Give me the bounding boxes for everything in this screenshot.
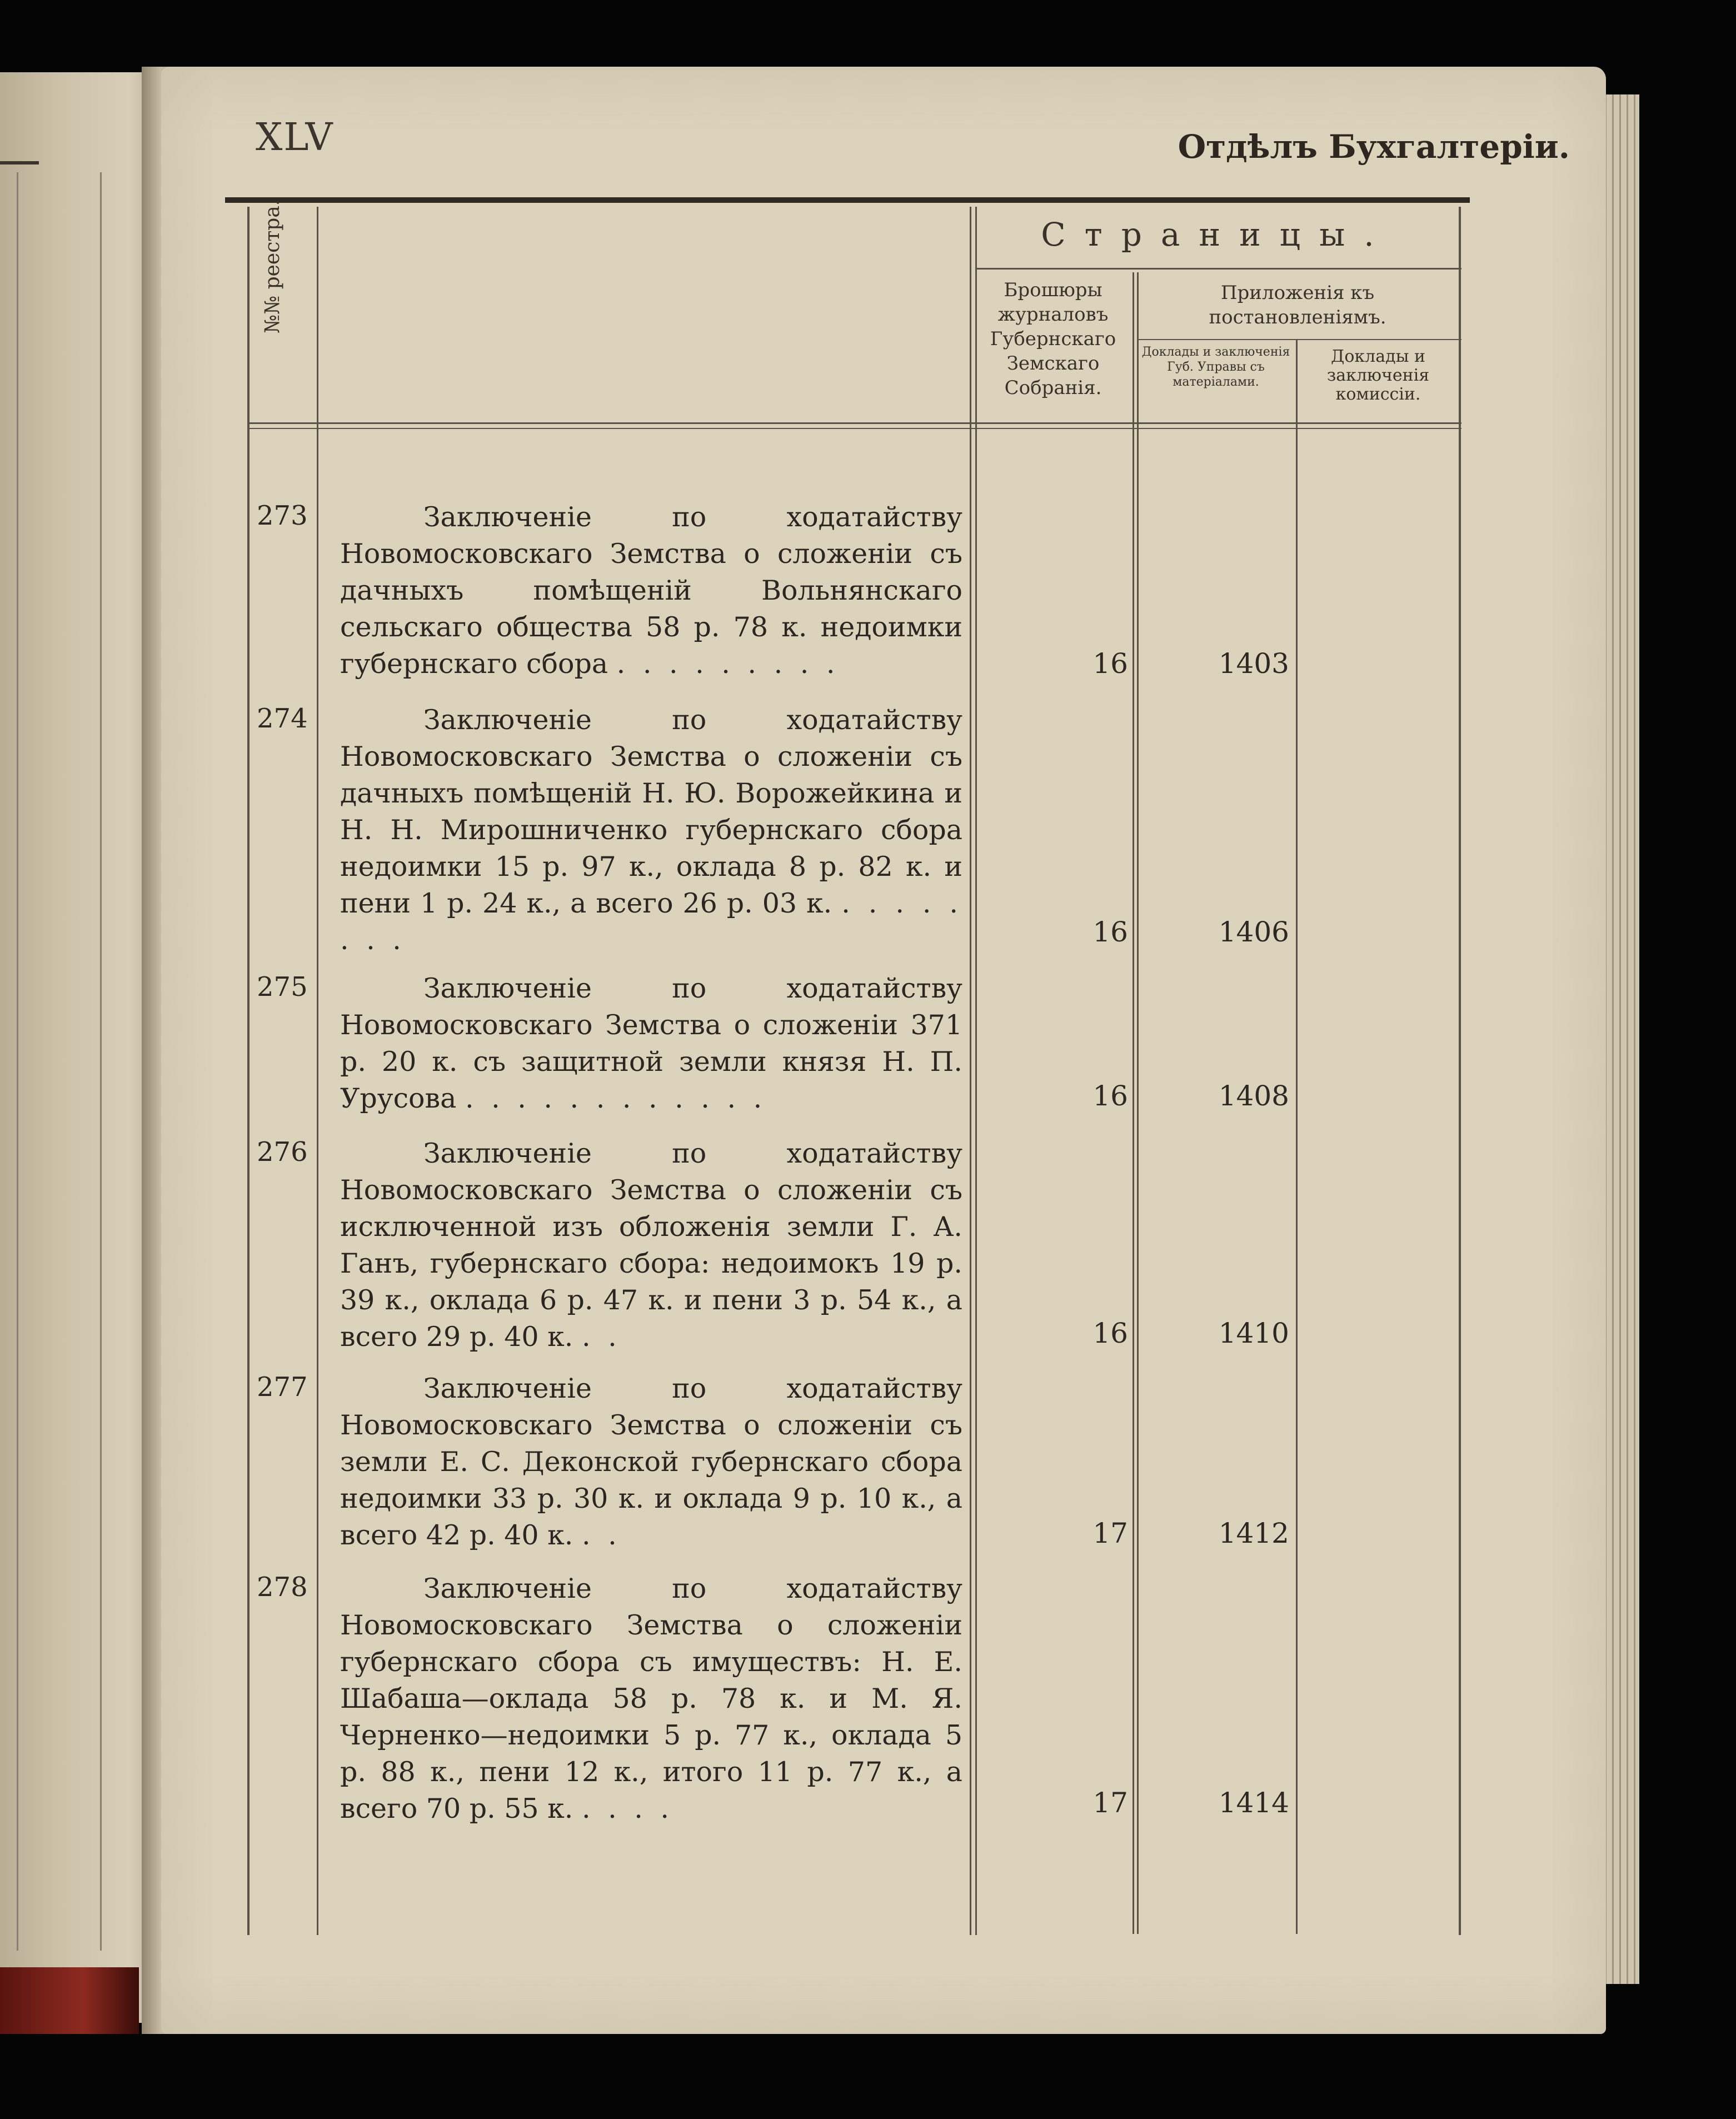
appendix-page: 1410 <box>1218 1317 1289 1349</box>
appendix-page: 1406 <box>1218 916 1289 948</box>
column-divider <box>1133 272 1134 1934</box>
entry-description: Заключеніе по ходатайству Новомосковскаго Земства о сложеніи губернскаго сбора съ имуществъ: Н. Е. Шабаша—оклада 58 р. 78 к. и М. Я. Черненко—недоимки 5 р. 77 к., оклада 5 р. 88 к., пени 12 к., итого 11 р. 77 к., а всего 70 р. 55 к. <box>340 1573 962 1824</box>
dot-leader: . . . . . . . . <box>340 888 962 956</box>
entry-number: 274 <box>257 703 308 734</box>
dot-leader: . . . . . . . . . . . . <box>465 1083 767 1114</box>
section-title: Отдѣлъ Бухгалтеріи. <box>1178 128 1570 166</box>
column-divider <box>317 207 318 1935</box>
reports-column-header: Доклады и заключенія Губ. Управы съ матеріалами. <box>1141 345 1290 389</box>
header-row-line <box>975 268 1461 270</box>
pages-header: Страницы. <box>1041 216 1393 253</box>
header-rule <box>225 197 1470 203</box>
column-divider <box>970 207 971 1935</box>
left-page-fragment <box>0 72 161 2023</box>
brochure-page: 17 <box>1093 1517 1128 1549</box>
brochures-column-header: Брошюры журналовъ Губернскаго Земскаго Собранія. <box>990 279 1116 399</box>
header-bottom-line <box>247 422 1461 424</box>
entry-number: 277 <box>257 1372 308 1403</box>
header-bottom-line <box>247 428 1461 429</box>
appendix-page: 1403 <box>1218 647 1289 680</box>
appendix-page: 1412 <box>1218 1517 1289 1549</box>
book-spine-edge <box>0 1967 139 2034</box>
page-number: XLV <box>256 116 334 159</box>
column-divider <box>1137 272 1139 1934</box>
entry-number: 275 <box>257 971 308 1003</box>
left-page-column-line <box>100 172 102 1951</box>
table-right-border <box>1459 207 1461 1935</box>
entry-description: Заключеніе по ходатайству Новомосковскаго Земства о сложеніи съ дачныхъ помѣщеній Вольнянскаго сельскаго общества 58 р. 78 к. недоимки губернскаго сбора <box>340 501 962 680</box>
entry-text <box>340 970 962 1117</box>
entry-number: 276 <box>257 1136 308 1168</box>
entry-description: Заключеніе по ходатайству Новомосковскаго Земства о сложеніи 371 р. 20 к. съ защитной земли князя Н. П. Урусова <box>340 973 962 1114</box>
entry-description: Заключеніе по ходатайству Новомосковскаго Земства о сложеніи съ дачныхъ помѣщеній Н. Ю. Ворожейкина и Н. Н. Мирошниченко губернскаго сбора недоимки 15 р. 97 к., оклада 8 р. 82 к. и пени 1 р. 24 к., а всего 26 р. 03 к. <box>340 704 962 919</box>
table-left-border <box>247 207 250 1935</box>
entry-description: Заключеніе по ходатайству Новомосковскаго Земства о сложеніи съ земли Е. С. Деконской губернскаго сбора недоимки 33 р. 30 к. и оклада 9 р. 10 к., а всего 42 р. 40 к. <box>340 1373 962 1551</box>
appendix-page: 1408 <box>1218 1080 1289 1112</box>
header-row-line <box>1137 339 1461 340</box>
entry-number: 273 <box>257 500 308 531</box>
column-divider <box>975 207 977 1935</box>
dot-leader: . . . . . . . . . <box>616 648 840 680</box>
left-page-column-line <box>17 172 18 1951</box>
brochure-page: 16 <box>1093 647 1128 680</box>
entry-number: 278 <box>257 1572 308 1603</box>
entry-description: Заключеніе по ходатайству Новомосковскаго Земства о сложеніи съ исключенной изъ обложенія земли Г. А. Ганъ, губернскаго сбора: недоимокъ 19 р. 39 к., оклада 6 р. 47 к. и пени 3 р. 54 к., а всего 29 р. 40 к. <box>340 1138 962 1353</box>
column-divider <box>1296 339 1298 1934</box>
entry-text <box>340 1570 962 1827</box>
entry-text <box>340 1370 962 1554</box>
brochure-page: 16 <box>1093 1317 1128 1349</box>
register-column-header: №№ реестра. <box>261 199 284 333</box>
appendix-page: 1414 <box>1218 1787 1289 1819</box>
brochure-page: 16 <box>1093 1080 1128 1112</box>
dot-leader: . . <box>581 1321 621 1353</box>
appendix-column-header: Приложенія къ постановленіямъ. <box>1209 282 1386 328</box>
brochure-page: 16 <box>1093 916 1128 948</box>
entry-text <box>340 1135 962 1355</box>
book-page <box>161 67 1606 2034</box>
entry-text <box>340 499 962 682</box>
brochure-page: 17 <box>1093 1787 1128 1819</box>
left-page-rule <box>0 161 39 164</box>
dot-leader: . . <box>581 1519 621 1551</box>
dot-leader: . . . . <box>581 1793 674 1824</box>
entry-text <box>340 702 962 959</box>
commission-column-header: Доклады и заключенія комиссіи. <box>1326 347 1430 404</box>
